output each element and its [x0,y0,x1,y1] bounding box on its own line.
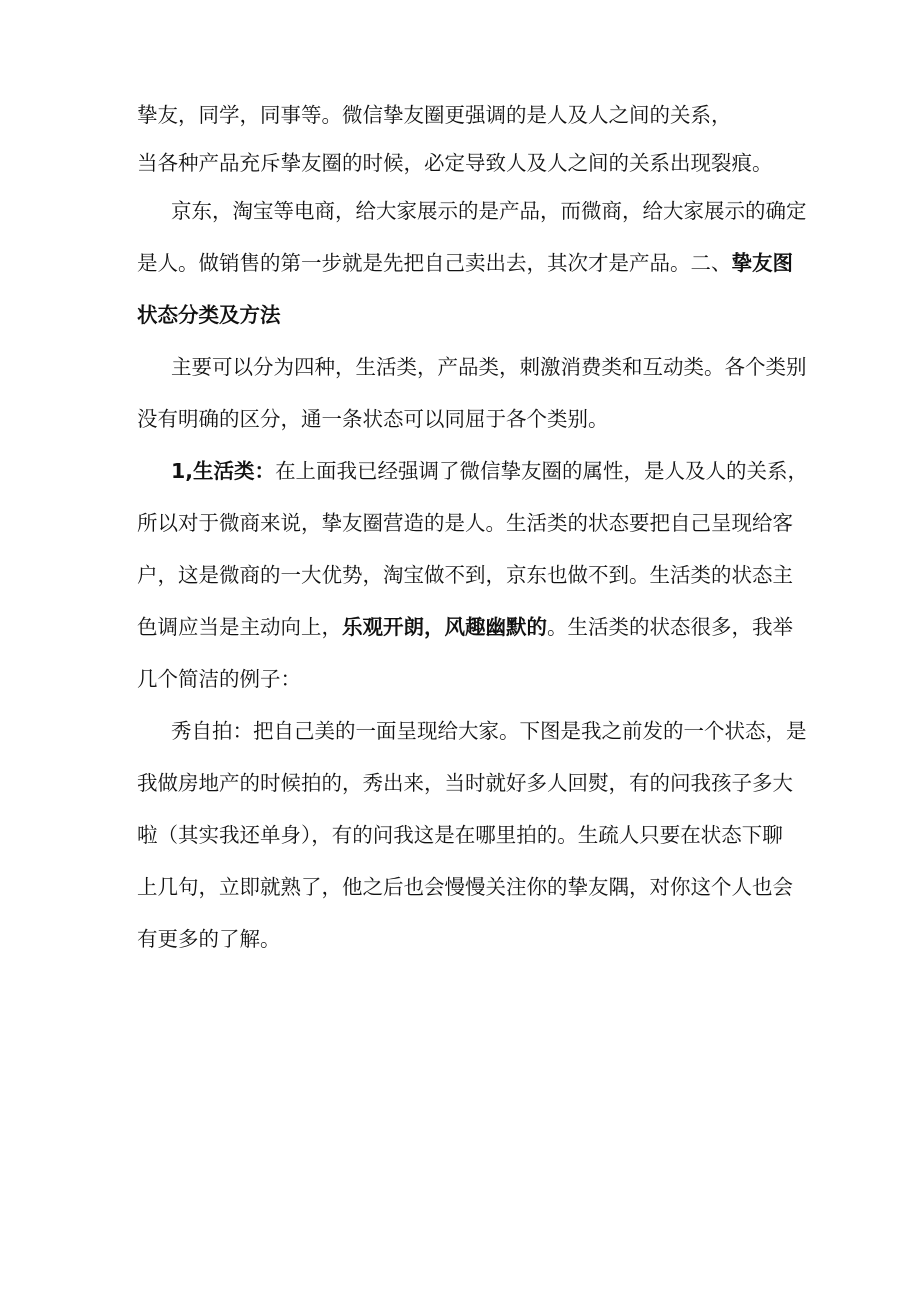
document-body [137,94,809,960]
paragraph-1-line-2: 当各种产品充斥挚友圈的时候，必定导致人及人之间的关系出现裂痕。 [137,151,773,175]
paragraph-4-line-4-post: 。生活类的状态很多，我举 [547,615,793,639]
subsection-label-lifestyle: 1,生活类： [171,459,276,483]
paragraph-5-line-5: 有更多的了解。 [137,927,281,951]
paragraph-4-line-1 [137,450,809,492]
paragraph-1-line-1: 挚友，同学，同事等。微信挚友圈更强调的是人及人之间的关系， [137,103,732,127]
section-heading-part-2: 状态分类及方法 [137,303,281,327]
paragraph-4-line-1-text: 在上面我已经强调了微信挚友圈的属性，是人及人的关系， [275,459,809,483]
paragraph-5-line-2: 我做房地产的时候拍的，秀出来，当时就好多人回熨，有的问我孩子多大 [137,771,793,795]
paragraph-5-line-4: 上几句，立即就熟了，他之后也会慢慢关注你的挚友隅，对你这个人也会 [137,875,793,899]
paragraph-3-line-2: 没有明确的区分，通一条状态可以同屈于各个类别。 [137,407,609,431]
paragraph-5-line-1 [137,710,807,752]
paragraph-4-line-3: 户，这是微商的一大优势，淘宝做不到，京东也做不到。生活类的状态主 [137,563,793,587]
paragraph-3-line-1: 主要可以分为四种，生活类，产品类，刺激消费类和互动类。各个类别 [171,355,807,379]
section-heading-part-1: 挚友图 [731,251,793,275]
paragraph-2-line-2-text: 是人。做销售的第一步就是先把自己卖出去，其次才是产品。二、 [137,251,732,275]
paragraph-2-line-2 [137,242,793,284]
paragraph-2-line-1: 京东，淘宝等电商，给大家展示的是产品，而微商，给大家展示的确定 [171,199,807,223]
paragraph-4-line-5: 几个简洁的例子： [137,667,301,691]
paragraph-4-line-2: 所以对于微商来说，挚友圈营造的是人。生活类的状态要把自己呈现给客 [137,511,793,535]
paragraph-4-line-4 [137,606,793,648]
paragraph-5-line-1-text: ：把自己美的一面呈现给大家。下图是我之前发的一个状态，是 [232,719,807,743]
subsection-label-selfie: 秀自拍 [171,719,233,743]
paragraph-5-line-3: 啦（其实我还单身），有的问我这是在哪里拍的。生疏人只要在状态下聊 [137,823,783,847]
paragraph-4-line-4-pre: 色调应当是主动向上， [137,615,342,639]
emphasis-optimistic-humorous: 乐观开朗，风趣幽默的 [342,615,547,639]
